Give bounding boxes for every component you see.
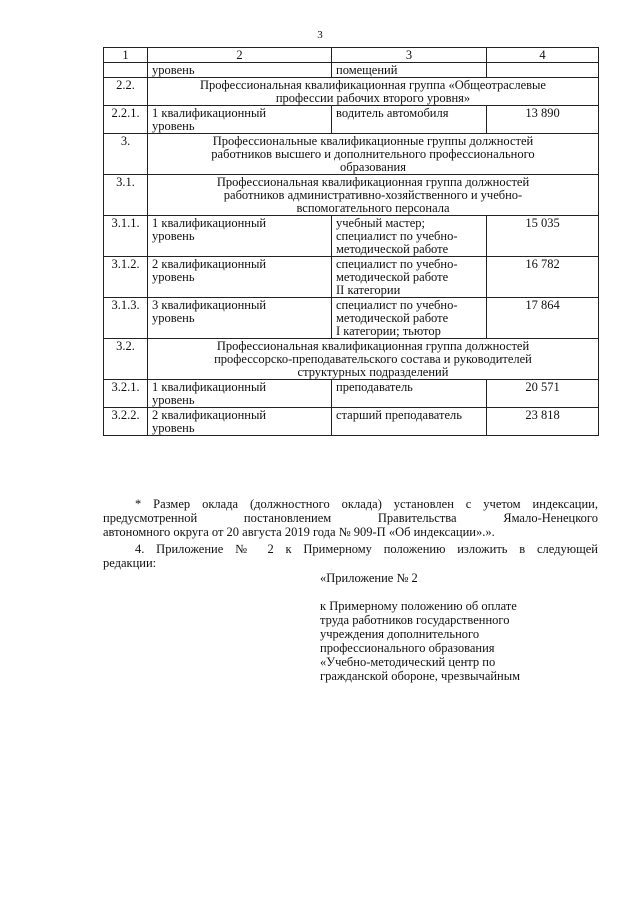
- paragraph-line: редакции:: [103, 556, 157, 570]
- salary-value: 13 890: [487, 106, 599, 134]
- group-title-line: профессии рабочих второго уровня»: [275, 91, 471, 105]
- appendix-line: «Учебно-методический центр по: [320, 655, 496, 669]
- column-header: 1: [104, 48, 148, 63]
- cell-line: уровень: [152, 229, 195, 243]
- group-title-line: структурных подразделений: [297, 365, 449, 379]
- cell-line: 1 квалификационный: [152, 216, 267, 230]
- row-number: 3.1.: [104, 175, 148, 216]
- row-number: 3.2.: [104, 339, 148, 380]
- table-row: [104, 134, 599, 175]
- cell-line: 1 квалификационный: [152, 380, 267, 394]
- table-row: [104, 106, 599, 134]
- cell-line: уровень: [152, 63, 195, 77]
- position-name: [332, 106, 487, 134]
- cell-line: уровень: [152, 119, 195, 133]
- group-title-line: работников высшего и дополнительного профессионального: [211, 147, 535, 161]
- cell-line: уровень: [152, 311, 195, 325]
- group-title-line: Профессиональная квалификационная группа должностей: [216, 175, 530, 189]
- cell-line: 3 квалификационный: [152, 298, 267, 312]
- footnote-line: автономного округа от 20 августа 2019 года № 909-П «Об индексации».».: [103, 525, 495, 539]
- group-title: [148, 134, 599, 175]
- group-title-line: Профессиональные квалификационные группы должностей: [212, 134, 534, 148]
- footnote: [103, 497, 598, 539]
- qualification-level: [148, 63, 332, 78]
- footnote-line: предусмотренной постановлением Правительства Ямало-Ненецкого: [103, 511, 598, 525]
- salary-value: 15 035: [487, 216, 599, 257]
- cell-line: 2 квалификационный: [152, 257, 267, 271]
- group-title-line: профессорско-преподавательского состава и руководителей: [214, 352, 532, 366]
- table-row: [104, 63, 599, 78]
- group-title-line: Профессиональная квалификационная группа «Общеотраслевые: [200, 78, 546, 92]
- group-title: [148, 339, 599, 380]
- cell-line: преподаватель: [336, 380, 413, 394]
- column-header: 4: [487, 48, 599, 63]
- column-header: 3: [332, 48, 487, 63]
- cell-line: помещений: [336, 63, 398, 77]
- salary-value: 20 571: [487, 380, 599, 408]
- group-title-line: вспомогательного персонала: [296, 201, 450, 215]
- cell-line: специалист по учебно-: [336, 257, 458, 271]
- position-name: [332, 257, 487, 298]
- column-header: 2: [148, 48, 332, 63]
- salary-value: 17 864: [487, 298, 599, 339]
- cell-line: водитель автомобиля: [336, 106, 449, 120]
- group-title-line: Профессиональная квалификационная группа должностей: [216, 339, 530, 353]
- group-title-line: работников административно-хозяйственного и учебно-: [223, 188, 523, 202]
- qualification-level: [148, 298, 332, 339]
- salary-value: 23 818: [487, 408, 599, 436]
- cell-line: 2 квалификационный: [152, 408, 267, 422]
- table-row: [104, 175, 599, 216]
- appendix-header: [320, 571, 590, 683]
- table-row: [104, 257, 599, 298]
- table-row: [104, 380, 599, 408]
- row-number: 3.: [104, 134, 148, 175]
- table-row: [104, 408, 599, 436]
- appendix-title: «Приложение № 2: [320, 571, 418, 585]
- appendix-line: к Примерному положению об оплате: [320, 599, 517, 613]
- paragraph-line: 4. Приложение № 2 к Примерному положению изложить в следующей: [135, 542, 598, 556]
- cell-line: специалист по учебно-: [336, 229, 458, 243]
- row-number: 2.2.: [104, 78, 148, 106]
- appendix-line: учреждения дополнительного: [320, 627, 480, 641]
- cell-line: методической работе: [336, 270, 449, 284]
- appendix-line: гражданской обороне, чрезвычайным: [320, 669, 521, 683]
- cell-line: методической работе: [336, 311, 449, 325]
- cell-line: старший преподаватель: [336, 408, 462, 422]
- group-title-line: образования: [340, 160, 406, 174]
- table-row: [104, 78, 599, 106]
- paragraph-4: [103, 542, 598, 570]
- cell-line: учебный мастер;: [336, 216, 426, 230]
- row-number: 2.2.1.: [104, 106, 148, 134]
- group-title: [148, 78, 599, 106]
- cell-line: уровень: [152, 270, 195, 284]
- qualification-level: [148, 216, 332, 257]
- appendix-line: профессионального образования: [320, 641, 495, 655]
- cell-line: уровень: [152, 421, 195, 435]
- cell-line: уровень: [152, 393, 195, 407]
- qualification-level: [148, 380, 332, 408]
- group-title: [148, 175, 599, 216]
- salary-value: 16 782: [487, 257, 599, 298]
- position-name: [332, 216, 487, 257]
- cell-line: методической работе: [336, 242, 449, 256]
- qualification-level: [148, 408, 332, 436]
- table-header-row: [104, 48, 599, 63]
- qualification-level: [148, 257, 332, 298]
- table-row: [104, 216, 599, 257]
- position-name: [332, 380, 487, 408]
- salary-value: [487, 63, 599, 78]
- appendix-line: труда работников государственного: [320, 613, 510, 627]
- cell-line: II категории: [336, 283, 401, 297]
- position-name: [332, 298, 487, 339]
- cell-line: I категории; тьютор: [336, 324, 441, 338]
- position-name: [332, 63, 487, 78]
- page-number: 3: [317, 29, 323, 41]
- footnote-line: * Размер оклада (должностного оклада) установлен с учетом индексации,: [135, 497, 598, 511]
- row-number: 3.2.2.: [104, 408, 148, 436]
- row-number: 3.1.3.: [104, 298, 148, 339]
- row-number: 3.1.1.: [104, 216, 148, 257]
- qualification-table: [103, 47, 599, 436]
- table-row: [104, 339, 599, 380]
- table-row: [104, 298, 599, 339]
- cell-line: специалист по учебно-: [336, 298, 458, 312]
- row-number: [104, 63, 148, 78]
- cell-line: 1 квалификационный: [152, 106, 267, 120]
- row-number: 3.2.1.: [104, 380, 148, 408]
- qualification-level: [148, 106, 332, 134]
- position-name: [332, 408, 487, 436]
- row-number: 3.1.2.: [104, 257, 148, 298]
